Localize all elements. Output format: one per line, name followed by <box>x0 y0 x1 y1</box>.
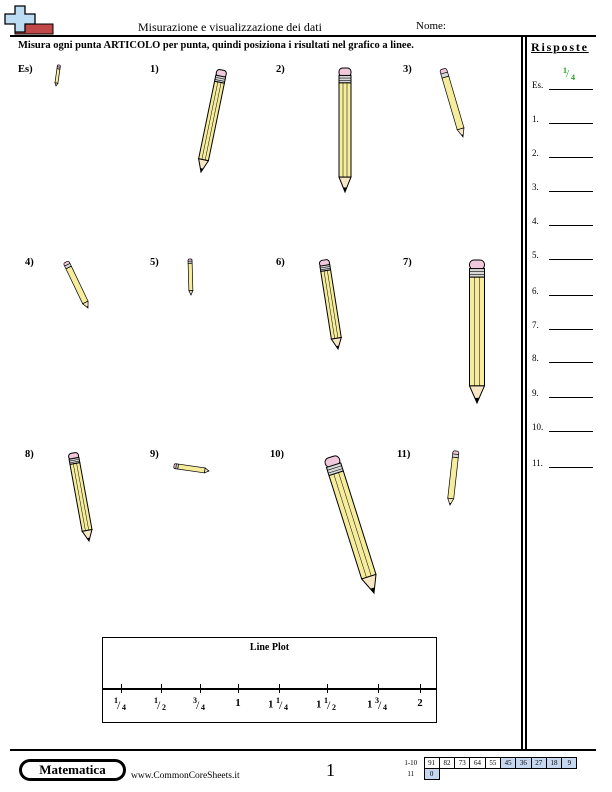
example-answer-num: 1 <box>563 66 567 75</box>
line-plot-tick-4 <box>238 684 239 693</box>
example-answer-den: 4 <box>571 73 575 82</box>
pencil-11 <box>447 451 459 506</box>
line-plot-tick-7 <box>378 684 379 693</box>
score-cell-empty <box>470 769 485 780</box>
name-label: Nome: <box>416 20 446 32</box>
pencil-8 <box>68 452 94 542</box>
problem-label-1: 1) <box>150 64 159 75</box>
line-plot-tick-3 <box>200 684 201 693</box>
problem-label-6: 6) <box>276 257 285 268</box>
pencil-5 <box>188 259 193 295</box>
site-url: www.CommonCoreSheets.it <box>131 771 240 781</box>
line-plot-label-4: 1 <box>235 698 241 709</box>
instructions: Misura ogni punta ARTICOLO per punta, quindi posiziona i risultati nel grafico a linee. <box>18 40 414 51</box>
answer-line-7[interactable] <box>549 329 593 330</box>
pencil-9 <box>174 464 210 474</box>
brand-label: Matematica <box>22 762 123 778</box>
answer-label-7: 7. <box>532 320 539 330</box>
problem-label-10: 10) <box>270 449 284 460</box>
score-cell: 18 <box>546 758 561 769</box>
score-row-2 <box>398 769 577 780</box>
score-table <box>398 757 577 780</box>
score-cell: 45 <box>500 758 515 769</box>
answer-example-label: Es. <box>532 80 544 90</box>
line-plot-label-8: 2 <box>417 698 423 709</box>
score-cell-empty <box>439 769 454 780</box>
answer-label-9: 9. <box>532 388 539 398</box>
answer-line-6[interactable] <box>549 295 593 296</box>
score-cell: 82 <box>439 758 454 769</box>
pencil-example <box>55 65 61 86</box>
problem-label-9: 9) <box>150 449 159 460</box>
answer-line-9[interactable] <box>549 397 593 398</box>
problem-label-8: 8) <box>25 449 34 460</box>
problem-label-3: 3) <box>403 64 412 75</box>
answer-line-11[interactable] <box>549 467 593 468</box>
line-plot-tick-5 <box>279 684 280 693</box>
answer-label-5: 5. <box>532 250 539 260</box>
line-plot-label-6: 1 1 / 2 <box>316 696 336 712</box>
pencil-1 <box>196 69 227 173</box>
answer-label-4: 4. <box>532 216 539 226</box>
pencil-3 <box>440 68 467 138</box>
score-cell-empty <box>562 769 577 780</box>
answer-label-11: 11. <box>532 458 543 468</box>
answer-label-3: 3. <box>532 182 539 192</box>
score-cell: 0 <box>424 769 439 780</box>
score-cell-empty <box>500 769 515 780</box>
line-plot-tick-2 <box>161 684 162 693</box>
line-plot-tick-6 <box>327 684 328 693</box>
line-plot-label-3: 3 / 4 <box>193 696 205 712</box>
score-cell-empty <box>516 769 531 780</box>
pencil-4 <box>63 261 90 310</box>
page-number: 1 <box>326 760 335 780</box>
problem-label-2: 2) <box>276 64 285 75</box>
score-cell: 73 <box>455 758 470 769</box>
line-plot-tick-8 <box>420 684 421 693</box>
answer-label-10: 10. <box>532 422 544 432</box>
answer-line-3[interactable] <box>549 191 593 192</box>
answer-line-1[interactable] <box>549 123 593 124</box>
line-plot-tick-1 <box>121 684 122 693</box>
pencil-2 <box>339 68 351 192</box>
answers-header: Risposte <box>531 40 589 54</box>
answer-line-5[interactable] <box>549 259 593 260</box>
pencil-10 <box>324 455 381 596</box>
score-row-label: 11 <box>407 770 415 778</box>
line-plot-label-1: 1 / 4 <box>114 696 126 712</box>
score-cell-empty <box>531 769 546 780</box>
answer-line-8[interactable] <box>549 362 593 363</box>
problem-label-example: Es) <box>18 64 33 75</box>
line-plot-label-5: 1 1 / 4 <box>268 696 288 712</box>
line-plot-axis <box>102 688 437 690</box>
answer-label-2: 2. <box>532 148 539 158</box>
score-row-label: 1-10 <box>404 759 418 767</box>
answer-label-6: 6. <box>532 286 539 296</box>
problem-label-4: 4) <box>25 257 34 268</box>
problem-label-7: 7) <box>403 257 412 268</box>
score-cell: 36 <box>516 758 531 769</box>
example-answer: 1 / 4 <box>563 66 575 82</box>
worksheet-title: Misurazione e visualizzazione dei dati <box>138 20 322 34</box>
score-cell: 55 <box>485 758 500 769</box>
score-cell: 64 <box>470 758 485 769</box>
problem-label-5: 5) <box>150 257 159 268</box>
score-row-1 <box>398 758 577 769</box>
answer-line-2[interactable] <box>549 157 593 158</box>
score-cell-empty <box>455 769 470 780</box>
score-cell: 9 <box>562 758 577 769</box>
line-plot-label-7: 1 3 / 4 <box>367 696 387 712</box>
answer-label-8: 8. <box>532 353 539 363</box>
problem-label-11: 11) <box>397 449 411 460</box>
answer-line-10[interactable] <box>549 431 593 432</box>
score-cell-empty <box>546 769 561 780</box>
line-plot-label-2: 1 / 2 <box>154 696 166 712</box>
score-cell: 27 <box>531 758 546 769</box>
pencil-6 <box>319 259 343 350</box>
answer-label-1: 1. <box>532 114 539 124</box>
pencil-7 <box>470 260 485 403</box>
line-plot-title: Line Plot <box>249 642 290 653</box>
score-cell: 91 <box>424 758 439 769</box>
score-cell-empty <box>485 769 500 780</box>
answer-line-4[interactable] <box>549 225 593 226</box>
